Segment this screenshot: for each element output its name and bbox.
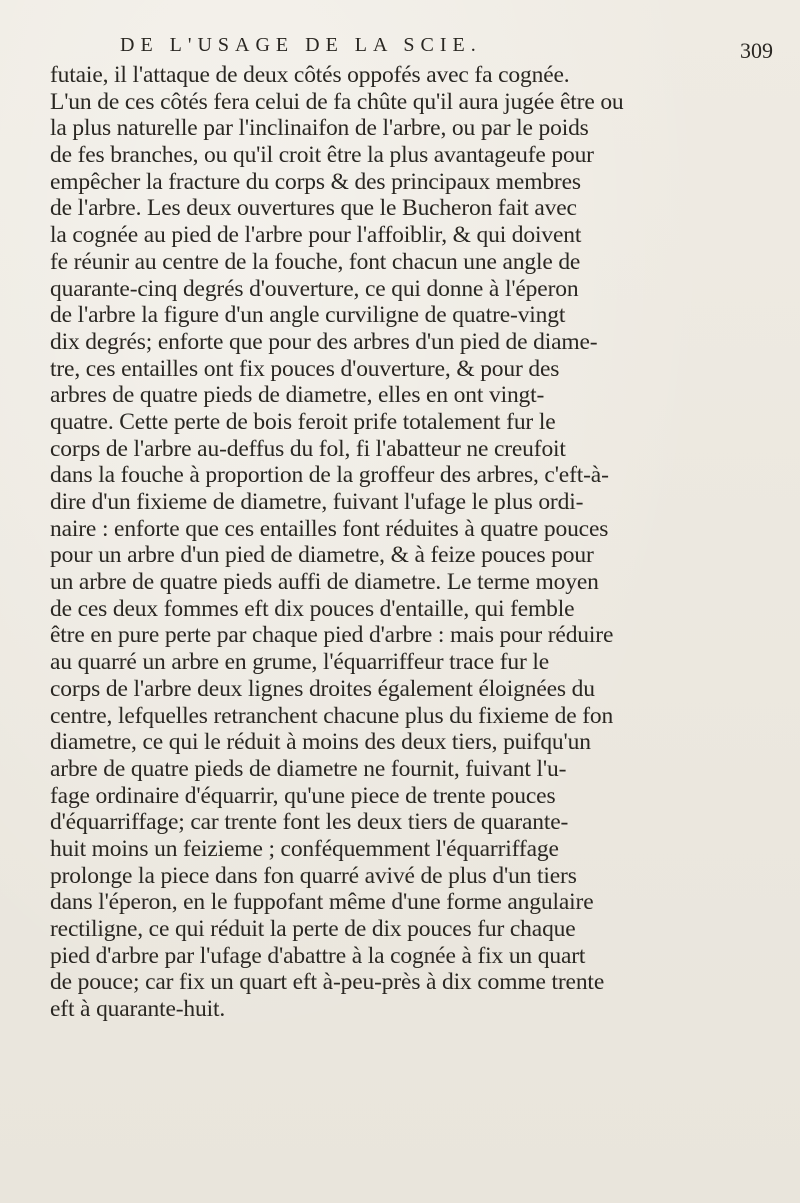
text-line: rectiligne, ce qui réduit la perte de dix pouces fur chaque: [50, 916, 576, 942]
text-line: prolonge la piece dans fon quarré avivé de plus d'un tiers: [50, 862, 577, 889]
body-text: [50, 62, 800, 1023]
text-line: corps de l'arbre deux lignes droites également éloignées du: [50, 675, 595, 702]
text-line: au quarré un arbre en grume, l'équarriffeur trace fur le: [50, 649, 550, 676]
text-line: naire : enforte que ces entailles font réduites à quatre pouces: [50, 515, 609, 542]
text-line: eft à quarante-huit.: [50, 996, 226, 1023]
text-line: quatre. Cette perte de bois feroit prife totalement fur le: [50, 408, 556, 435]
text-line: la cognée au pied de l'arbre pour l'affoiblir, & qui doivent: [50, 222, 582, 249]
text-line: dix degrés; enforte que pour des arbres d'un pied de diame-: [50, 328, 598, 355]
text-line: de ces deux fommes eft dix pouces d'entaille, qui femble: [50, 595, 575, 622]
text-line: de fes branches, ou qu'il croit être la plus avantageufe pour: [50, 142, 594, 169]
text-line: de l'arbre. Les deux ouvertures que le Bucheron fait avec: [50, 195, 577, 222]
running-title: DE L'USAGE DE LA SCIE.: [120, 34, 482, 56]
text-line: la plus naturelle par l'inclinaifon de l'arbre, ou par le poids: [50, 115, 589, 142]
text-line: L'un de ces côtés fera celui de fa chûte qu'il aura jugée être ou: [50, 88, 624, 115]
text-line: empêcher la fracture du corps & des principaux membres: [50, 168, 581, 195]
running-head: [0, 34, 800, 64]
text-line: corps de l'arbre au-deffus du fol, fi l'abatteur ne creufoit: [50, 435, 566, 462]
text-line: diametre, ce qui le réduit à moins des deux tiers, puifqu'un: [50, 729, 591, 756]
text-line: futaie, il l'attaque de deux côtés oppofés avec fa cognée.: [50, 62, 570, 88]
text-line: dans la fouche à proportion de la groffeur des arbres, c'eft-à-: [50, 462, 609, 489]
text-line: dire d'un fixieme de diametre, fuivant l'ufage le plus ordi-: [50, 489, 584, 515]
text-line: tre, ces entailles ont fix pouces d'ouverture, & pour des: [50, 355, 560, 382]
text-line: être en pure perte par chaque pied d'arbre : mais pour réduire: [50, 622, 614, 649]
text-line: quarante-cinq degrés d'ouverture, ce qui donne à l'éperon: [50, 275, 579, 302]
text-line: d'équarriffage; car trente font les deux tiers de quarante-: [50, 809, 569, 836]
text-line: pour un arbre d'un pied de diametre, & à feize pouces pour: [50, 542, 594, 569]
text-line: un arbre de quatre pieds auffi de diametre. Le terme moyen: [50, 569, 599, 596]
text-line: de pouce; car fix un quart eft à-peu-près à dix comme trente: [50, 969, 605, 996]
text-line: de l'arbre la figure d'un angle curviligne de quatre-vingt: [50, 302, 566, 329]
text-line: centre, lefquelles retranchent chacune plus du fixieme de fon: [50, 702, 614, 729]
text-line: pied d'arbre par l'ufage d'abattre à la cognée à fix un quart: [50, 942, 586, 969]
text-line: huit moins un feizieme ; conféquemment l'équarriffage: [50, 835, 559, 862]
text-line: dans l'éperon, en le fuppofant même d'une forme angulaire: [50, 889, 594, 916]
text-line: arbre de quatre pieds de diametre ne fournit, fuivant l'u-: [50, 755, 567, 782]
text-line: fe réunir au centre de la fouche, font chacun une angle de: [50, 248, 581, 275]
text-line: fage ordinaire d'équarrir, qu'une piece de trente pouces: [50, 782, 556, 809]
text-line: arbres de quatre pieds de diametre, elles en ont vingt-: [50, 382, 545, 409]
page-number: 309: [740, 38, 773, 63]
